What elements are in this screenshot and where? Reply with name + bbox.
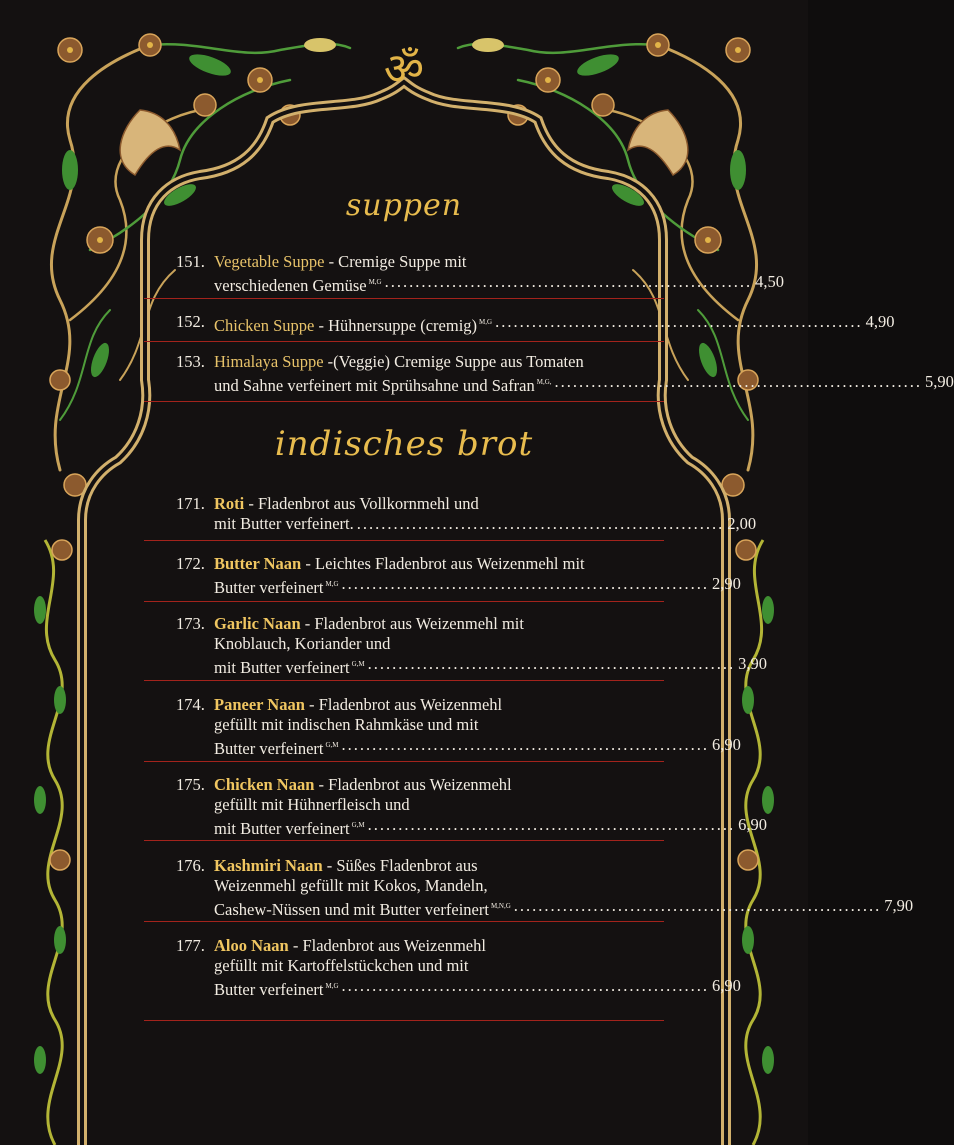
item-number: 171. — [176, 494, 205, 513]
separator — [144, 680, 664, 681]
allergen-codes: M,G — [479, 318, 493, 326]
item-name: Roti — [214, 494, 245, 513]
item-description: Knoblauch, Koriander und — [214, 634, 391, 653]
item-description: - Hühnersuppe (cremig) — [314, 316, 478, 335]
item-description: - Süßes Fladenbrot aus — [322, 856, 478, 875]
section-title-indisches-brot: indisches brot — [274, 424, 534, 464]
item-number: 151. — [176, 252, 205, 271]
item-name: Kashmiri Naan — [214, 856, 323, 875]
item-name: Chicken Naan — [214, 775, 315, 794]
menu-page: ॐ suppen 151. Vegetable Suppe - Cremige Suppe mit verschiedenen Gemüse $^{M,G}$ ............................................................ 4,50 152. Chicken Suppe - Hühnersuppe (cremig) $^{M,G}$ ............................................................ 4,90 153. Himalaya Suppe -(Veggie) Cremige Suppe aus Tomaten und Sahne verfeinert mit Sprühsahne und Safran $^{M,G,}$ ............................................................ 5,90 indisches brot 171. Roti - Fladenbrot aus Vollkornmehl und mit Butter verfeinert. ............................................................ 2,00 172. Butter Naan - Leichtes Fladenbrot aus Weizenmehl mit Butter verfeinert $^{M,G}$ ............................................................ 2,90 173. Garlic Naan - Fladenbrot aus Weizenmehl mit Knoblauch, Koriander und mit Butter verfeinert $^{G,M}$ ............................................................ 3,90 174. Paneer Naan - Fladenbrot aus Weizenmehl gefüllt mit indischen Rahmkäse und mit Butter verfeinert $^{G,M}$ ............................................................ 6,90 175. Chicken Naan - Fladenbrot aus Weizenmehl gefüllt mit Hühnerfleisch und mit Butter verfeinert $^{G,M}$ ............................................................ 6,90 176. Kashmiri Naan - Süßes Fladenbrot aus Weizenmehl gefüllt mit Kokos, Mandeln, Cashew-Nüssen und mit Butter verfeinert $^{M,N,G}$ ............................................................ 7,90 177. Aloo Naan - Fladenbrot aus Weizenmehl gefüllt mit Kartoffelstückchen und mit Butter verfeinert $^{M,G}$ ............................................................ 6,90 — [0, 0, 808, 1145]
item-description: Butter verfeinert — [214, 578, 324, 597]
allergen-codes: M,N,G — [490, 902, 511, 910]
item-name: Butter Naan — [214, 554, 302, 573]
allergen-codes: M,G — [325, 982, 339, 990]
separator — [144, 921, 664, 922]
om-symbol-icon: ॐ — [383, 44, 425, 95]
item-price: 6,90 — [712, 976, 741, 995]
item-number: 152. — [176, 312, 205, 331]
item-price: 7,90 — [884, 896, 914, 915]
item-description: gefüllt mit Kartoffelstückchen und mit — [214, 956, 469, 975]
item-description: - Fladenbrot aus Vollkornmehl und — [244, 494, 479, 513]
item-description: - Cremige Suppe mit — [324, 252, 467, 271]
allergen-codes: M,G — [368, 278, 382, 286]
allergen-codes: M,G, — [536, 378, 552, 386]
item-number: 174. — [176, 695, 205, 714]
separator — [144, 601, 664, 602]
item-description: - Fladenbrot aus Weizenmehl — [288, 936, 486, 955]
item-name: Himalaya Suppe — [214, 352, 324, 371]
item-name: Paneer Naan — [214, 695, 305, 714]
item-price: 2,90 — [712, 574, 741, 593]
item-name: Aloo Naan — [214, 936, 289, 955]
item-description: -(Veggie) Cremige Suppe aus Tomaten — [323, 352, 584, 371]
item-description: mit Butter verfeinert — [214, 819, 350, 838]
item-description: Weizenmehl gefüllt mit Kokos, Mandeln, — [214, 876, 488, 895]
item-description: - Fladenbrot aus Weizenmehl — [314, 775, 512, 794]
item-name: Chicken Suppe — [214, 316, 315, 335]
separator — [144, 341, 664, 342]
item-name: Vegetable Suppe — [214, 252, 325, 271]
separator — [144, 1020, 664, 1021]
item-description: mit Butter verfeinert. — [214, 514, 354, 533]
item-number: 177. — [176, 936, 205, 955]
item-price: 4,50 — [755, 272, 784, 291]
item-number: 175. — [176, 775, 205, 794]
separator — [144, 298, 664, 299]
item-description: Cashew-Nüssen und mit Butter verfeinert — [214, 900, 489, 919]
item-description: mit Butter verfeinert — [214, 658, 350, 677]
item-number: 172. — [176, 554, 205, 573]
item-price: 5,90 — [925, 372, 954, 391]
item-price: 4,90 — [865, 312, 895, 331]
separator — [144, 840, 664, 841]
item-description: gefüllt mit indischen Rahmkäse und mit — [214, 715, 479, 734]
item-number: 176. — [176, 856, 205, 875]
item-description: - Fladenbrot aus Weizenmehl — [304, 695, 503, 714]
separator — [144, 761, 664, 762]
allergen-codes: G,M — [351, 821, 365, 829]
item-name: Garlic Naan — [214, 614, 301, 633]
separator — [144, 540, 664, 541]
allergen-codes: M,G — [325, 580, 339, 588]
item-number: 153. — [176, 352, 205, 371]
section-title-suppen: suppen — [345, 188, 463, 223]
item-description: und Sahne verfeinert mit Sprühsahne und Safran — [214, 376, 535, 395]
item-price: 3,90 — [738, 654, 768, 673]
item-description: Butter verfeinert — [214, 980, 324, 999]
allergen-codes: G,M — [325, 741, 339, 749]
item-description: Butter verfeinert — [214, 739, 324, 758]
item-description: - Fladenbrot aus Weizenmehl mit — [300, 614, 524, 633]
item-price: 6,90 — [738, 815, 768, 834]
item-price: 6,90 — [712, 735, 741, 754]
item-price: 2,00 — [727, 514, 757, 533]
allergen-codes: G,M — [351, 660, 365, 668]
item-number: 173. — [176, 614, 205, 633]
item-description: verschiedenen Gemüse — [214, 276, 367, 295]
item-description: gefüllt mit Hühnerfleisch und — [214, 795, 410, 814]
separator — [144, 401, 664, 402]
item-description: - Leichtes Fladenbrot aus Weizenmehl mit — [301, 554, 585, 573]
